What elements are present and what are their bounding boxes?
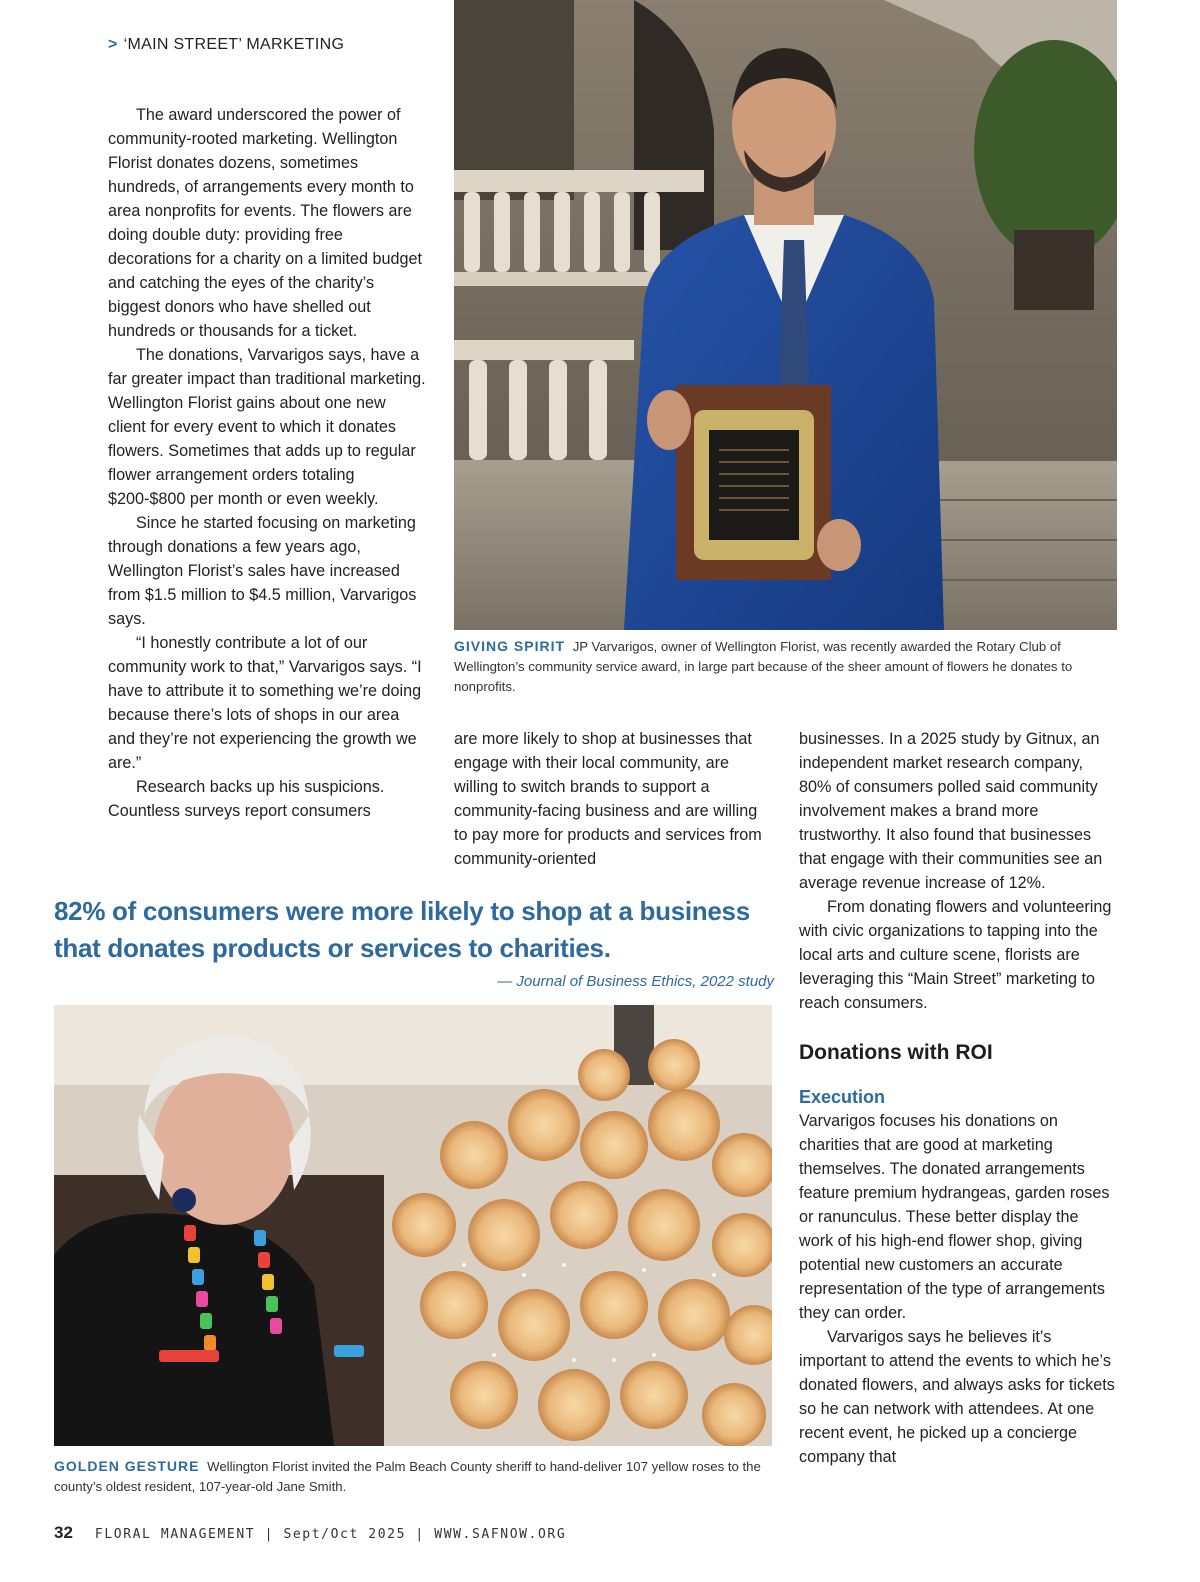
photo-award-recipient xyxy=(454,0,1117,630)
caption-tag: GIVING SPIRIT xyxy=(454,638,566,654)
page-number: 32 xyxy=(54,1523,73,1542)
photo-roses-recipient xyxy=(54,1005,772,1446)
paragraph: businesses. In a 2025 study by Gitnux, an independent market research company, 80% of consumers polled said community involvement makes a brand more trustworthy. It also found that businesses that engage with their communities see an average revenue increase of 12%. xyxy=(799,730,1103,892)
caption-text: JP Varvarigos, owner of Wellington Florist, was recently awarded the Rotary Club of Wellington’s community service award, in large part because of the sheer amount of flowers he donates to nonprofits. xyxy=(454,639,1073,694)
caption-text: Wellington Florist invited the Palm Beach County sheriff to hand-deliver 107 yellow roses to the county’s oldest resident, 107-year-old Jane Smith. xyxy=(54,1459,761,1494)
pull-quote xyxy=(54,893,774,990)
section-heading: Donations with ROI xyxy=(799,1041,993,1064)
paragraph: The award underscored the power of community-rooted marketing. Wellington Florist donates dozens, sometimes hundreds, of arrangements every month to area nonprofits for events. The flowers are doing double duty: providing free decorations for a charity on a limited budget and catching the eyes of the charity’s biggest donors who have shelled out hundreds or thousands for a ticket. xyxy=(108,106,423,340)
photo-caption-top xyxy=(454,636,1114,697)
article-column-3 xyxy=(799,727,1117,1469)
paragraph: Varvarigos says he believes it’s important to attend the events to which he’s donated flowers, and always asks for tickets so he can network with attendees. At one recent event, he picked up a concierge company that xyxy=(799,1328,1115,1466)
subsection-heading: Execution xyxy=(799,1087,886,1107)
paragraph: “I honestly contribute a lot of our community work to that,” Varvarigos says. “I have to attribute it to something we’re doing because there’s lots of shops in our area and they’re not experiencing the growth we are.” xyxy=(108,634,422,772)
photo-caption-bottom xyxy=(54,1456,774,1497)
paragraph: Varvarigos focuses his donations on charities that are good at marketing themselves. The donated arrangements feature premium hydrangeas, garden roses or ranunculus. These better display the work of his high-end flower shop, giving potential new customers an accurate representation of the type of arrangements they can order. xyxy=(799,1112,1110,1322)
section-label xyxy=(108,36,344,54)
publication-info: FLORAL MANAGEMENT | Sept/Oct 2025 | WWW.SAFNOW.ORG xyxy=(94,1527,567,1542)
pull-quote-source: — Journal of Business Ethics, 2022 study xyxy=(497,973,774,990)
article-column-1 xyxy=(108,103,428,823)
award-photo-illustration xyxy=(454,0,1117,630)
chevron-right-icon: > xyxy=(108,36,118,53)
page-footer xyxy=(54,1523,566,1543)
paragraph: are more likely to shop at businesses that engage with their local community, are willing to switch brands to support a community-facing business and are willing to pay more for products and services from community-oriented xyxy=(454,730,762,868)
section-label-text: ‘MAIN STREET’ MARKETING xyxy=(123,36,345,53)
paragraph: Research backs up his suspicions. Countless surveys report consumers xyxy=(108,778,385,820)
caption-tag: GOLDEN GESTURE xyxy=(54,1458,200,1474)
roses-photo-illustration xyxy=(54,1005,772,1446)
paragraph: From donating flowers and volunteering with civic organizations to tapping into the local arts and culture scene, florists are leveraging this “Main Street” marketing to reach consumers. xyxy=(799,898,1112,1012)
article-column-2 xyxy=(454,727,770,871)
paragraph: The donations, Varvarigos says, have a far greater impact than traditional marketing. Wellington Florist gains about one new client for every event to which it donates flowers. Sometimes that adds up to regular flower arrangement orders totaling $200-$800 per month or even weekly. xyxy=(108,346,426,508)
paragraph: Since he started focusing on marketing through donations a few years ago, Wellington Florist’s sales have increased from $1.5 million to $4.5 million, Varvarigos says. xyxy=(108,514,417,628)
pull-quote-text: 82% of consumers were more likely to shop at a business that donates products or services to charities. xyxy=(54,896,750,963)
